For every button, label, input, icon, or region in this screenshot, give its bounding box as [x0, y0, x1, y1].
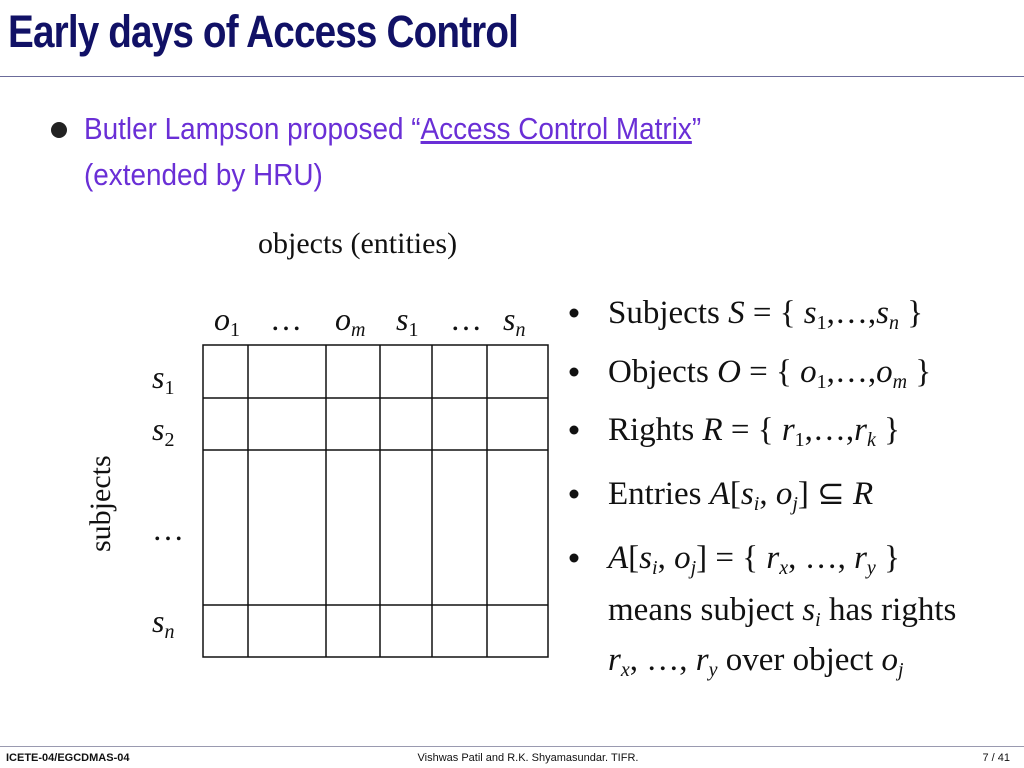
col-header-sn: sn	[503, 301, 526, 341]
definition-bullet-icon	[570, 554, 579, 563]
col-header-ellipsis-1: …	[270, 301, 302, 337]
bullet-prefix: Butler Lampson proposed “	[84, 111, 421, 146]
footer-conference: ICETE-04/EGCDMAS-04	[6, 752, 130, 764]
row-header-s1: s1	[152, 359, 175, 399]
matrix-border	[203, 345, 548, 657]
footer-authors: Vishwas Patil and R.K. Shyamasundar. TIFR.	[417, 752, 639, 764]
col-header-s1: s1	[396, 301, 419, 341]
definition-line-3: rx, …, ry over object oj	[608, 642, 904, 681]
bullet-suffix: ”	[691, 111, 702, 146]
row-header-sn: sn	[152, 603, 175, 643]
definition-matrix-entry: A[si, oj] = { rx, …, ry }	[608, 540, 900, 579]
slide-title: Early days of Access Control	[8, 6, 519, 57]
definition-subjects: Subjects S = { s1,…,sn }	[608, 295, 924, 334]
col-header-om: om	[335, 301, 366, 341]
footer-divider	[0, 746, 1024, 747]
access-control-matrix-link[interactable]: Access Control Matrix	[420, 111, 692, 146]
col-header-ellipsis-2: …	[450, 301, 482, 337]
row-header-s2: s2	[152, 411, 175, 451]
column-headers	[214, 301, 525, 341]
definition-list	[570, 295, 957, 681]
definition-bullet-icon	[570, 490, 579, 499]
definition-bullet-icon	[570, 309, 579, 318]
subjects-label: subjects	[84, 455, 117, 552]
definition-bullet-icon	[570, 368, 579, 377]
definition-line-2: means subject si has rights	[608, 592, 957, 631]
footer-page-number: 7 / 41	[982, 752, 1010, 764]
bullet-line2: (extended by HRU)	[84, 157, 323, 192]
matrix-grid	[203, 345, 548, 657]
row-header-ellipsis: …	[152, 511, 184, 547]
col-header-o1: o1	[214, 301, 240, 341]
definition-bullet-icon	[570, 426, 579, 435]
definition-objects: Objects O = { o1,…,om }	[608, 354, 932, 393]
definition-rights: Rights R = { r1,…,rk }	[608, 412, 900, 451]
definition-entries: Entries A[si, oj] ⊆ R	[608, 476, 874, 515]
objects-label: objects (entities)	[258, 227, 458, 260]
row-headers	[152, 359, 184, 643]
